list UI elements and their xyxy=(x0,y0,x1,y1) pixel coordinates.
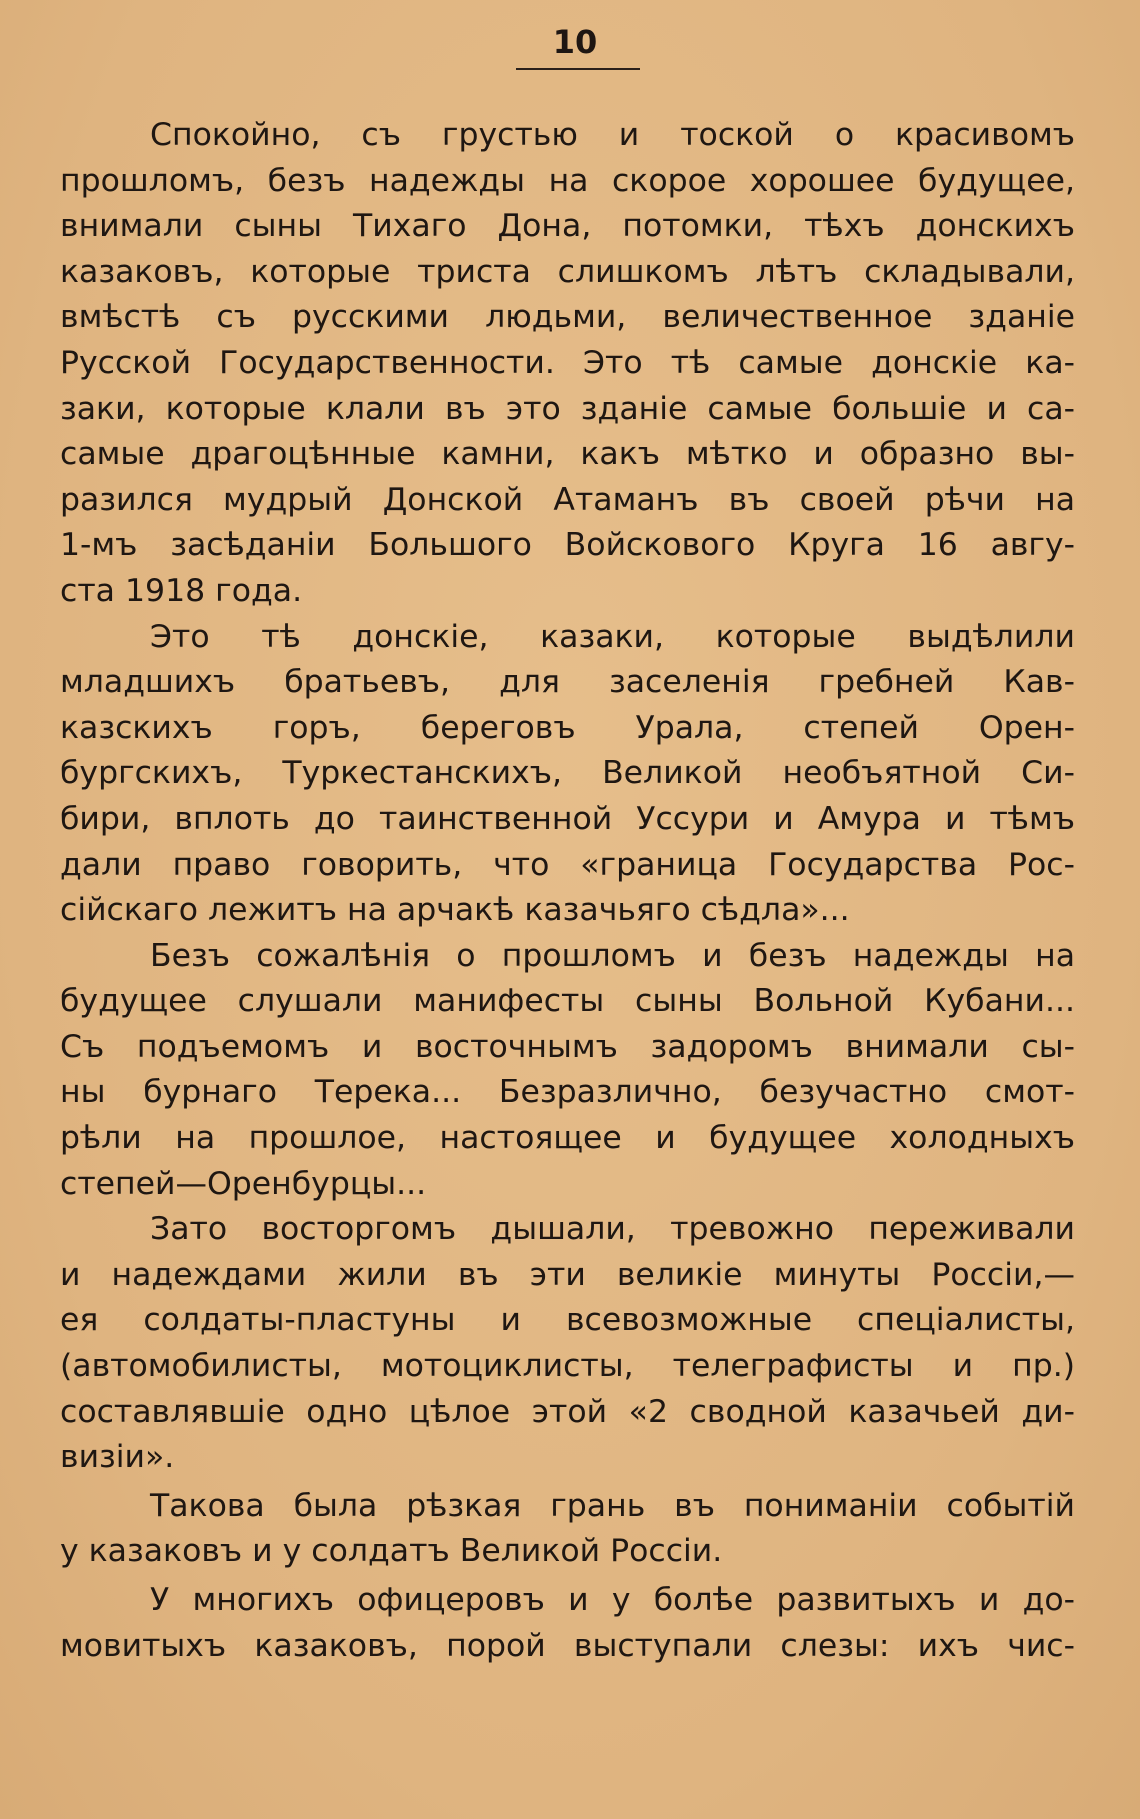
text-line: ста 1918 года. xyxy=(60,572,303,609)
text-body xyxy=(60,113,1075,1669)
text-line: мовитыхъ казаковъ, порой выступали слезы: ихъ чис- xyxy=(60,1627,1075,1664)
text-line: бири, вплоть до таинственной Уссури и Амура и тѣмъ xyxy=(60,800,1075,837)
text-line: Это тѣ донскіе, казаки, которые выдѣлили xyxy=(150,618,1075,655)
text-line: разился мудрый Донской Атаманъ въ своей рѣчи на xyxy=(60,481,1075,518)
text-line: у казаковъ и у солдатъ Великой Россіи. xyxy=(60,1533,723,1570)
text-line: визіи». xyxy=(60,1439,175,1476)
text-line: Съ подъемомъ и восточнымъ задоромъ внимали сы- xyxy=(60,1028,1075,1065)
page-number-block xyxy=(510,22,640,62)
text-line: У многихъ офицеровъ и у болѣе развитыхъ и до- xyxy=(150,1582,1075,1618)
text-line: степей—Оренбурцы... xyxy=(60,1165,427,1202)
text-line: (автомобилисты, мотоциклисты, телеграфисты и пр.) xyxy=(60,1348,1075,1385)
text-line: ея солдаты-пластуны и всевозможные спеціалисты, xyxy=(60,1302,1075,1339)
text-line: вмѣстѣ съ русскими людьми, величественное зданіе xyxy=(60,299,1075,336)
paragraph-4 xyxy=(60,1207,1075,1481)
page-number: 10 xyxy=(552,23,598,61)
text-line: 1-мъ засѣданіи Большого Войскового Круга 16 авгу- xyxy=(60,527,1075,564)
text-line: будущее слушали манифесты сыны Вольной Кубани... xyxy=(60,983,1075,1020)
text-line: сійскаго лежитъ на арчакѣ казачьяго сѣдла»... xyxy=(60,892,850,929)
text-line: Такова была рѣзкая грань въ пониманіи событій xyxy=(150,1487,1075,1524)
text-line: Безъ сожалѣнія о прошломъ и безъ надежды на xyxy=(150,937,1075,974)
paragraph-6 xyxy=(60,1578,1075,1669)
text-line: Зато восторгомъ дышали, тревожно переживали xyxy=(150,1211,1075,1248)
paragraph-2 xyxy=(60,615,1075,934)
text-line: прошломъ, безъ надежды на скорое хорошее будущее, xyxy=(60,162,1075,199)
paragraph-5 xyxy=(60,1484,1075,1575)
text-line: самые драгоцѣнные камни, какъ мѣтко и образно вы- xyxy=(60,436,1075,473)
paragraph-1 xyxy=(60,113,1075,615)
paragraph-3 xyxy=(60,934,1075,1208)
text-line: бургскихъ, Туркестанскихъ, Великой необъятной Си- xyxy=(60,755,1075,792)
text-line: Спокойно, съ грустью и тоской о красивомъ xyxy=(150,117,1075,153)
text-line: заки, которые клали въ это зданіе самые большіе и са- xyxy=(60,390,1075,427)
text-line: составлявшіе одно цѣлое этой «2 сводной казачьей ди- xyxy=(60,1393,1075,1430)
text-line: рѣли на прошлое, настоящее и будущее холодныхъ xyxy=(60,1120,1075,1157)
text-line: младшихъ братьевъ, для заселенія гребней Кав- xyxy=(60,664,1075,701)
page-number-rule xyxy=(516,68,640,70)
text-line: казскихъ горъ, береговъ Урала, степей Орен- xyxy=(60,709,1075,746)
text-line: и надеждами жили въ эти великіе минуты Россіи,— xyxy=(60,1256,1075,1293)
text-line: внимали сыны Тихаго Дона, потомки, тѣхъ донскихъ xyxy=(60,208,1075,245)
text-line: Русской Государственности. Это тѣ самые донскіе ка- xyxy=(60,344,1075,381)
text-line: дали право говорить, что «граница Государства Рос- xyxy=(60,846,1075,883)
text-line: казаковъ, которые триста слишкомъ лѣтъ складывали, xyxy=(60,253,1075,290)
text-line: ны бурнаго Терека... Безразлично, безучастно смот- xyxy=(60,1074,1075,1111)
